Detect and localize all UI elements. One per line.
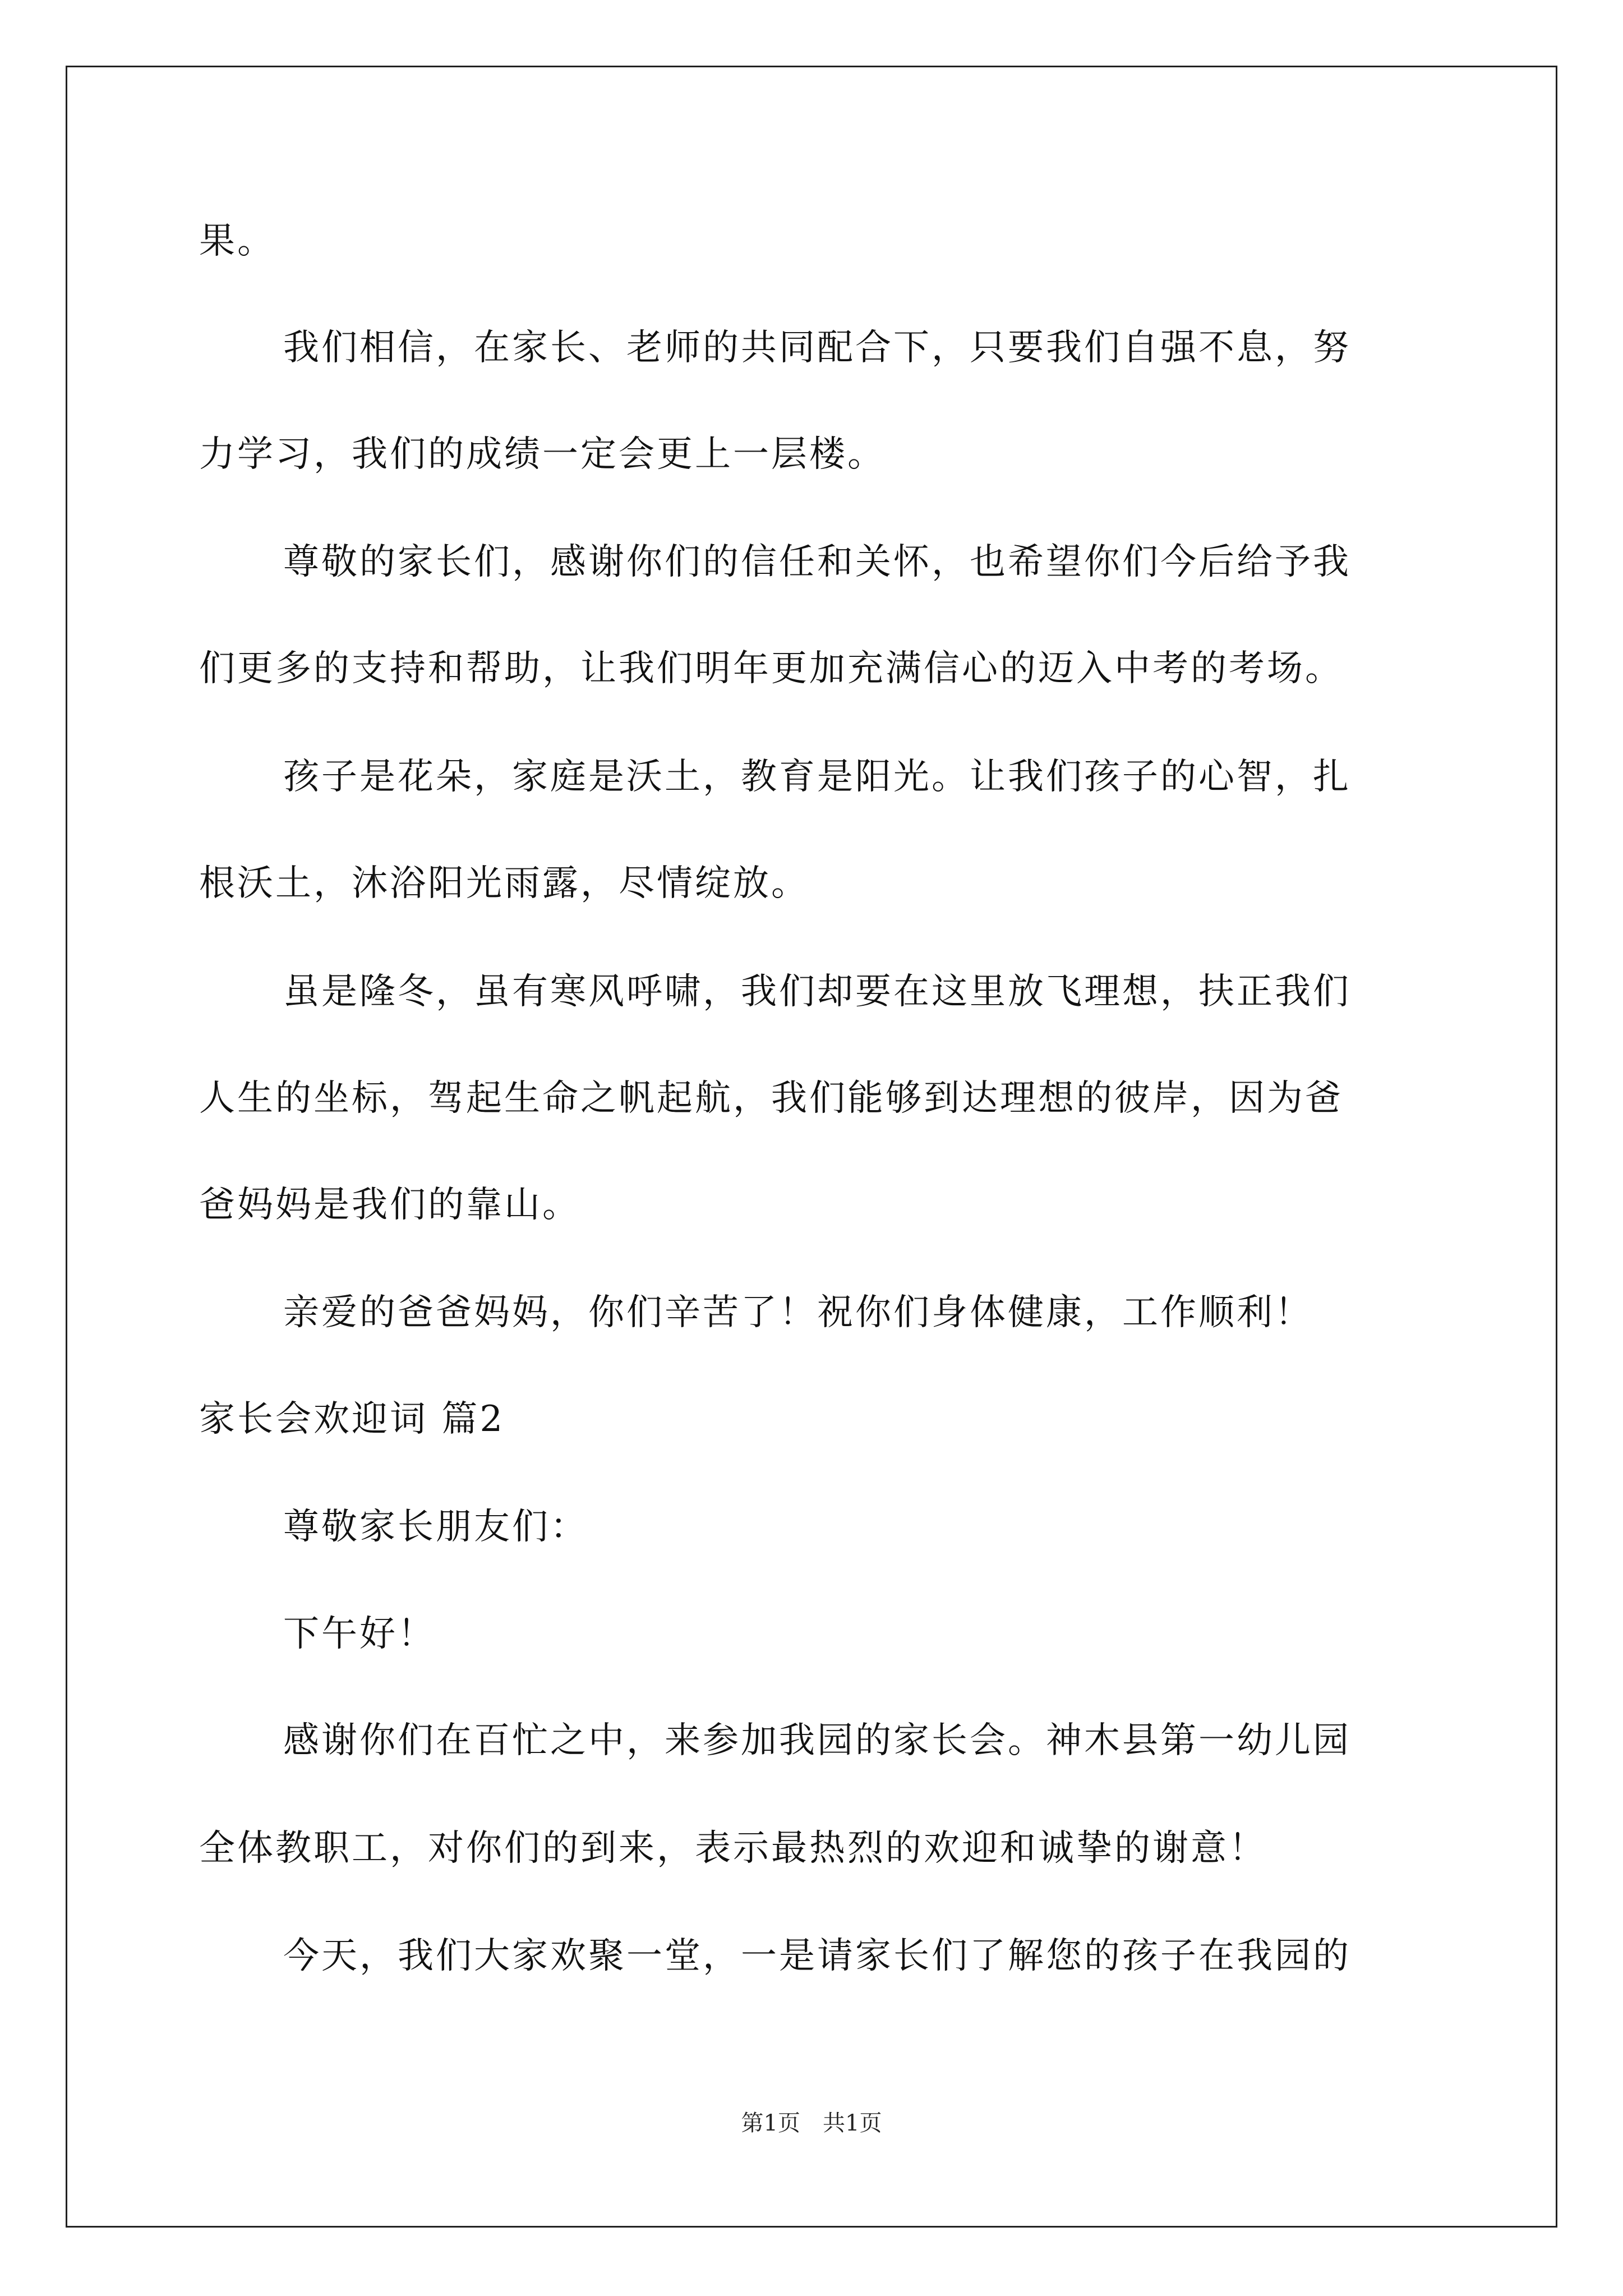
section-heading: 家长会欢迎词 篇2 (199, 1398, 505, 1440)
text-line: 孩子是花朵，家庭是沃土，教育是阳光。让我们孩子的心智，扎 (283, 756, 1351, 798)
text-line: 尊敬的家长们，感谢你们的信任和关怀，也希望你们今后给予我 (283, 541, 1351, 583)
page-border (66, 66, 1557, 2228)
text-line: 根沃土，沐浴阳光雨露，尽情绽放。 (199, 863, 809, 904)
text-line: 们更多的支持和帮助，让我们明年更加充满信心的迈入中考的考场。 (199, 648, 1343, 689)
greeting: 下午好！ (283, 1613, 436, 1655)
text-line: 我们相信，在家长、老师的共同配合下，只要我们自强不息，努 (283, 327, 1351, 369)
text-line: 虽是隆冬，虽有寒风呼啸，我们却要在这里放飞理想，扶正我们 (283, 971, 1351, 1013)
text-line: 力学习，我们的成绩一定会更上一层楼。 (199, 434, 886, 475)
text-line: 亲爱的爸爸妈妈，你们辛苦了！祝你们身体健康，工作顺利！ (283, 1292, 1313, 1333)
page-footer: 第1页 共1页 (741, 2110, 882, 2136)
text-line: 人生的坐标，驾起生命之帆起航，我们能够到达理想的彼岸，因为爸 (199, 1078, 1343, 1119)
salutation: 尊敬家长朋友们： (283, 1506, 588, 1548)
text-line: 果。 (199, 220, 275, 262)
text-line: 今天，我们大家欢聚一堂，一是请家长们了解您的孩子在我园的 (283, 1935, 1351, 1977)
text-line: 全体教职工，对你们的到来，表示最热烈的欢迎和诚挚的谢意！ (199, 1828, 1267, 1869)
text-line: 感谢你们在百忙之中，来参加我园的家长会。神木县第一幼儿园 (283, 1720, 1351, 1761)
text-line: 爸妈妈是我们的靠山。 (199, 1184, 580, 1226)
